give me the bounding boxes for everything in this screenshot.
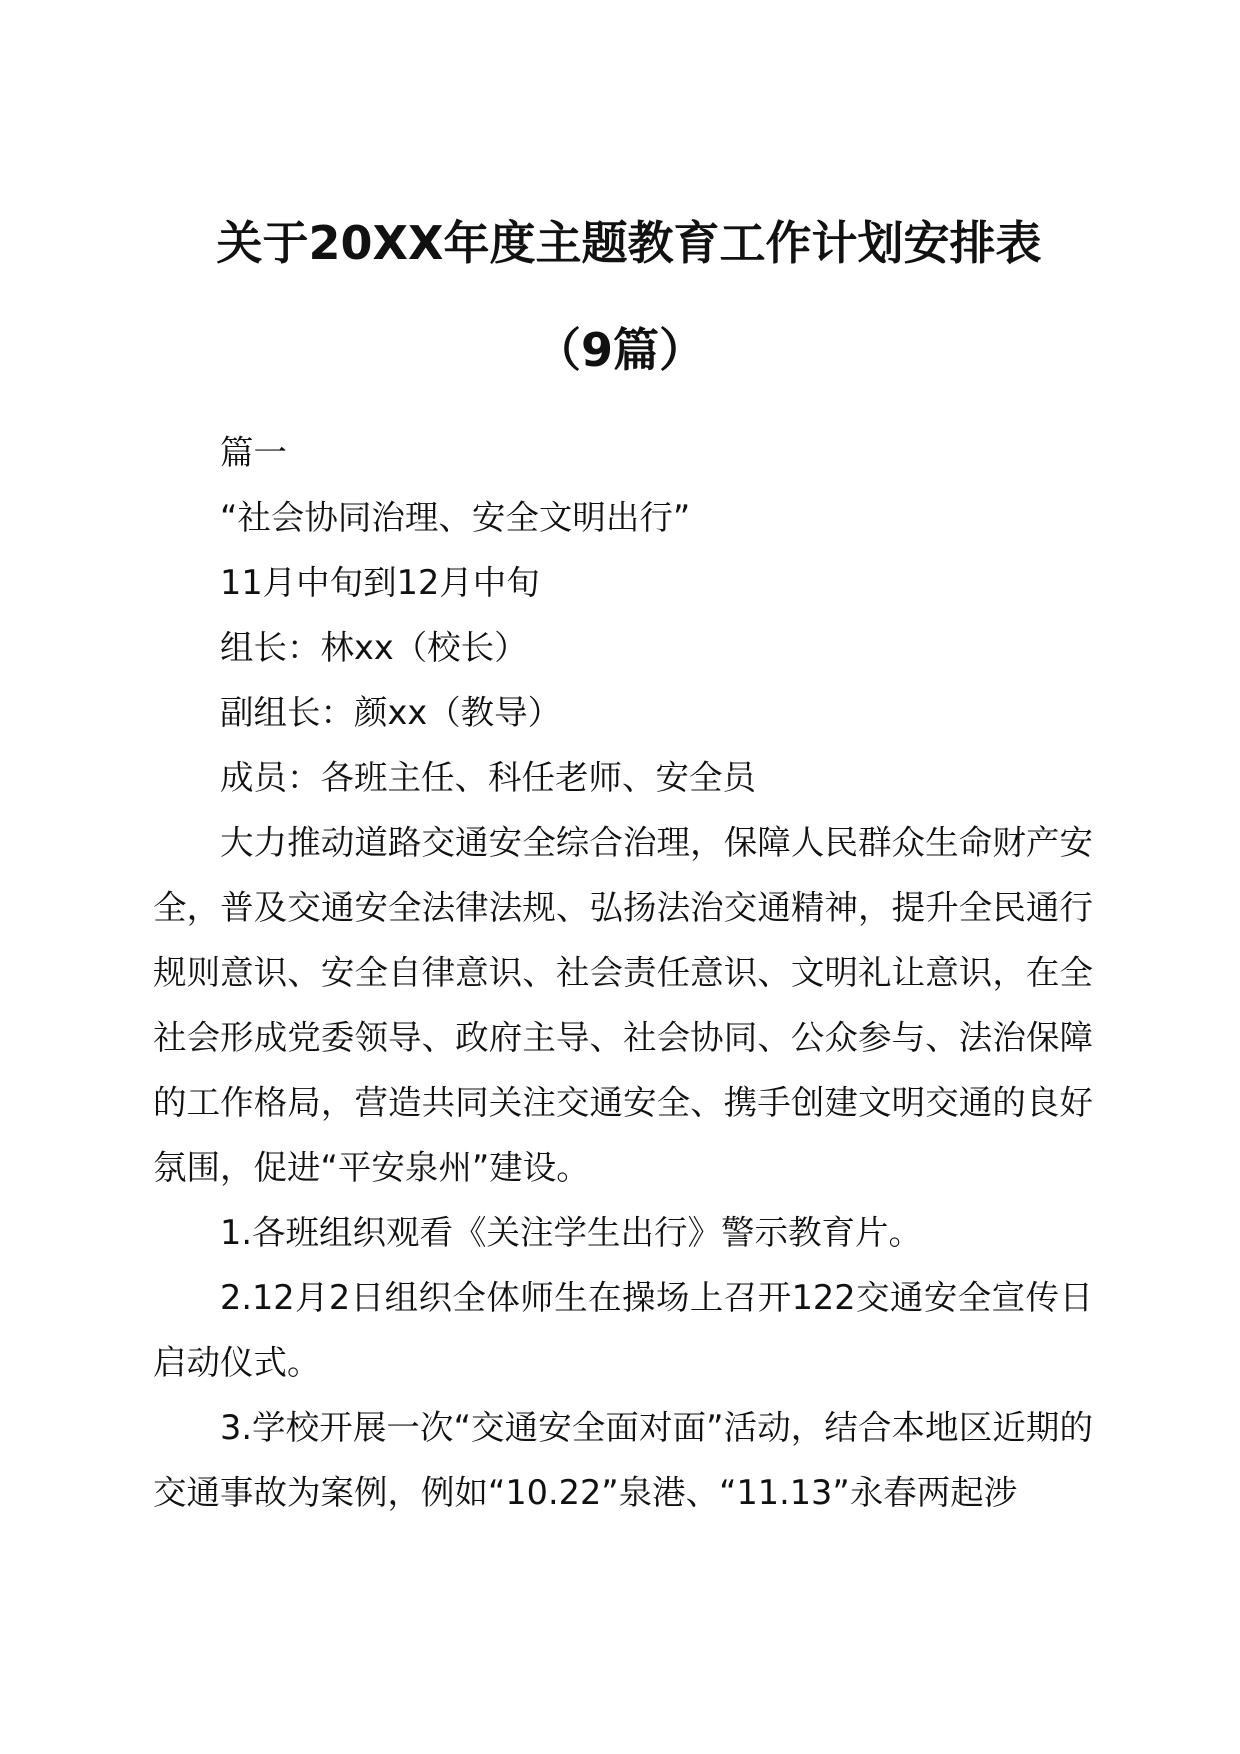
activity-theme: “社会协同治理、安全文明出行” [220,498,691,537]
deputy-group-leader: 副组长：颜xx（教导） [220,693,562,732]
group-members: 成员：各班主任、科任老师、安全员 [220,758,756,797]
document-subtitle: （9篇） [534,323,705,377]
activity-item-1: 1.各班组织观看《关注学生出行》警示教育片。 [220,1213,922,1252]
group-leader: 组长：林xx（校长） [220,628,528,667]
purpose-paragraph: 大力推动道路交通安全综合治理，保障人民群众生命财产安全，普及交通安全法律法规、弘扬法治交通精神，提升全民通行规则意识、安全自律意识、社会责任意识、文明礼让意识，在全社会形成党委领导、政府主导、社会协同、公众参与、法治保障的工作格局，营造共同关注交通安全、携手创建文明交通的良好氛围，促进“平安泉州”建设。 [153,823,1093,1187]
document-title: 关于20XX年度主题教育工作计划安排表 [216,216,1042,270]
activity-item-3: 3.学校开展一次“交通安全面对面”活动，结合本地区近期的交通事故为案例，例如“10.22”泉港、“11.13”永春两起涉 [153,1408,1093,1512]
activity-period: 11月中旬到12月中旬 [220,563,540,602]
section-heading: 篇一 [220,433,287,472]
activity-item-2: 2.12月2日组织全体师生在操场上召开122交通安全宣传日启动仪式。 [153,1278,1093,1382]
document-body [153,420,1093,1525]
